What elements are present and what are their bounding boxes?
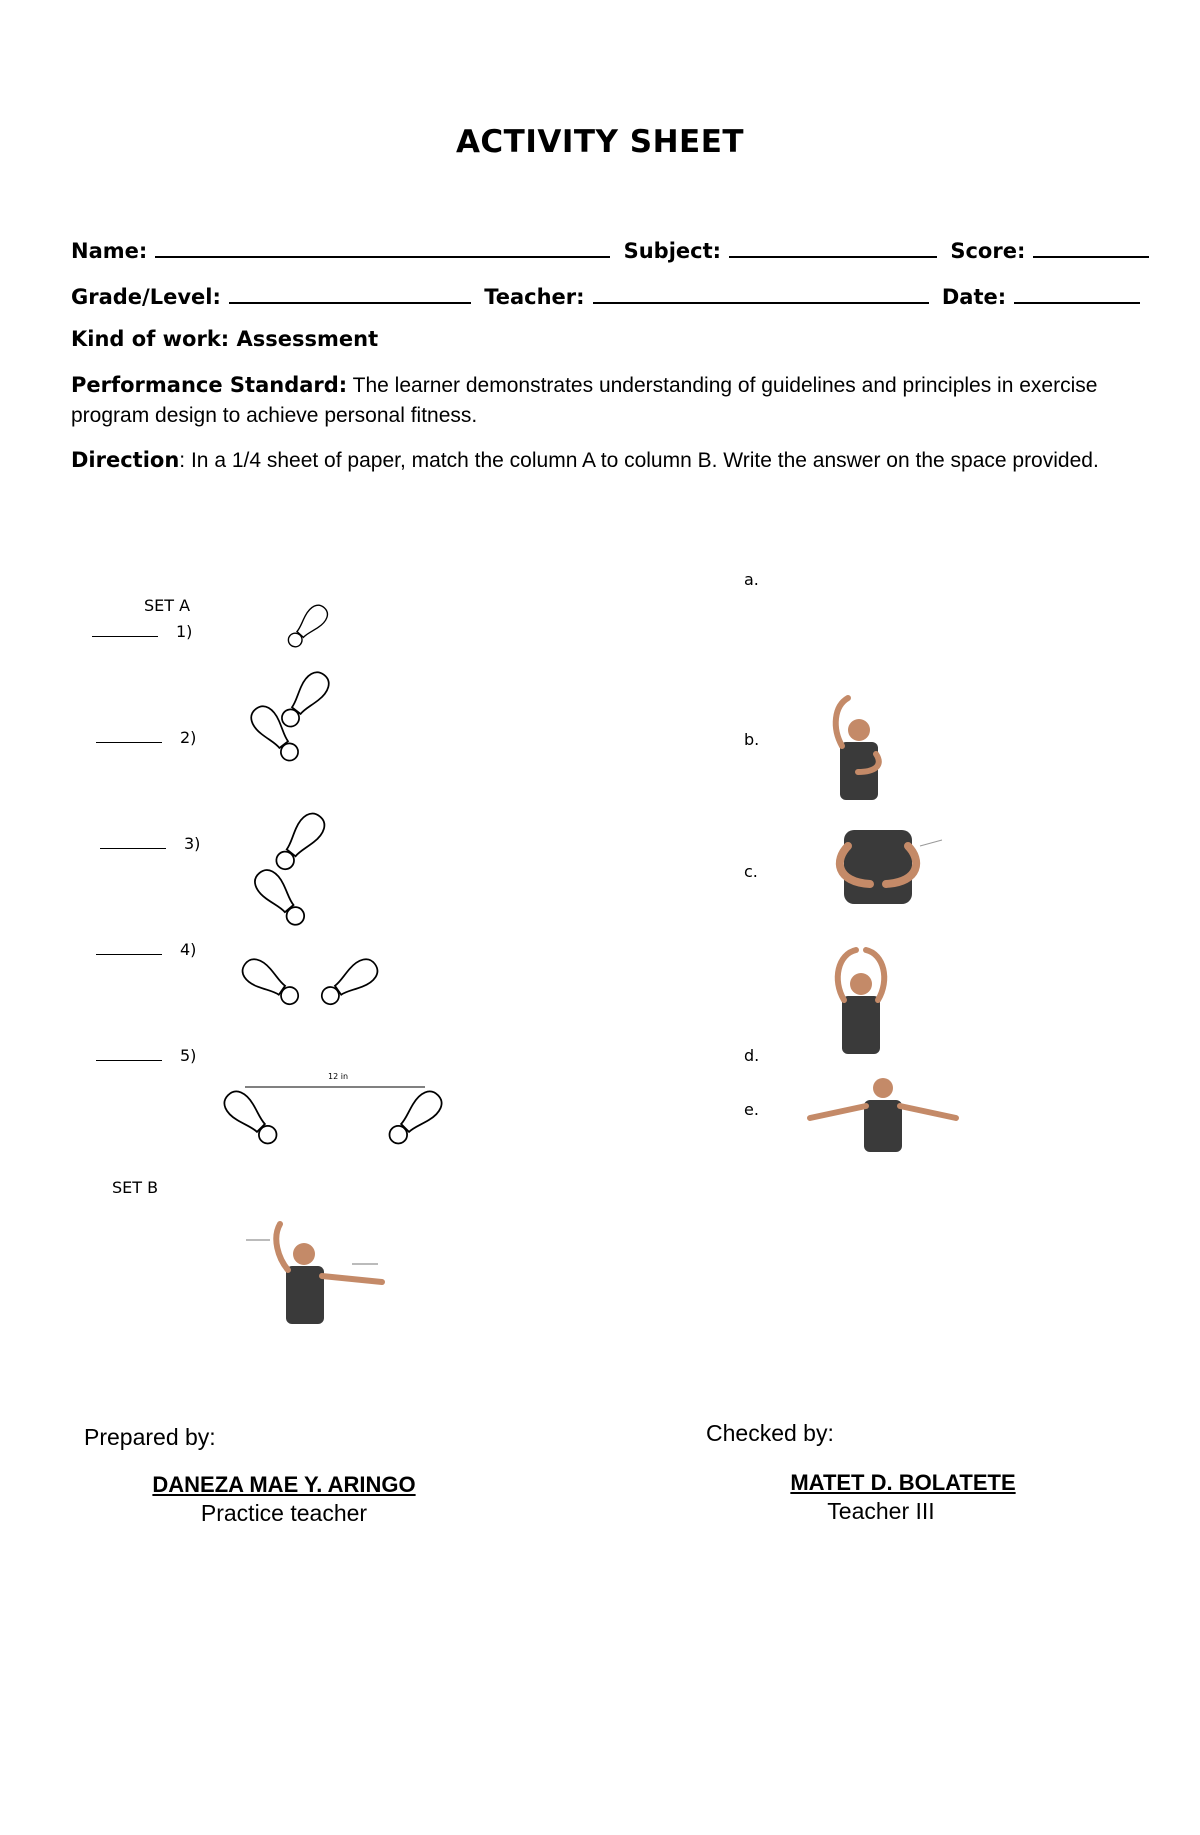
dancer-figure-icon [818, 692, 898, 802]
set-a-item-5: 5) [96, 1046, 196, 1065]
field-row-1 [71, 236, 1155, 263]
dancer-figure-icon [820, 826, 950, 906]
dancer-figure-icon [240, 1218, 390, 1328]
footprint-icon [235, 662, 350, 770]
choice-b-label: b. [744, 730, 760, 749]
answer-blank[interactable] [96, 940, 162, 955]
set-b-label: SET B [112, 1178, 159, 1197]
answer-blank[interactable] [92, 622, 158, 637]
set-a-item-2: 2) [96, 728, 196, 747]
performance-standard-label: Performance Standard: [71, 373, 348, 397]
direction-text: : In a 1/4 sheet of paper, match the column A to column B. Write the answer on the space provided. [179, 449, 1099, 472]
footprint-icon [240, 808, 340, 938]
checked-by-name: MATET D. BOLATETE [790, 1470, 1016, 1495]
choice-e-label: e. [744, 1100, 759, 1119]
page-title: ACTIVITY SHEET [455, 124, 745, 160]
set-a-item-3: 3) [100, 834, 200, 853]
direction-label: Direction [71, 448, 180, 472]
subject-field[interactable] [729, 236, 937, 258]
checked-by-label: Checked by: [706, 1420, 834, 1446]
dancer-figure-icon [822, 944, 902, 1056]
set-a-label: SET A [144, 596, 191, 615]
field-row-2 [71, 282, 1146, 309]
name-field[interactable] [155, 236, 610, 258]
checked-by-role: Teacher III [827, 1498, 935, 1524]
teacher-label: Teacher: [484, 285, 585, 309]
grade-field[interactable] [229, 282, 471, 304]
answer-blank[interactable] [96, 1046, 162, 1061]
prepared-by-block [143, 1472, 425, 1527]
footprint-icon [235, 950, 385, 1022]
checked-by-block [776, 1470, 1030, 1525]
name-label: Name: [71, 239, 148, 263]
prepared-by-role: Practice teacher [200, 1500, 368, 1526]
grade-label: Grade/Level: [71, 285, 221, 309]
score-label: Score: [950, 239, 1026, 263]
teacher-field[interactable] [593, 282, 929, 304]
subject-label: Subject: [623, 239, 722, 263]
footprint-icon [270, 596, 340, 656]
date-label: Date: [941, 285, 1007, 309]
score-field[interactable] [1033, 236, 1149, 258]
date-field[interactable] [1014, 282, 1140, 304]
measure-label: 12 in [328, 1072, 349, 1081]
answer-blank[interactable] [96, 728, 162, 743]
choice-c-label: c. [744, 862, 758, 881]
choice-d-label: d. [744, 1046, 760, 1065]
set-a-item-4: 4) [96, 940, 196, 959]
kind-of-work: Kind of work: Assessment [71, 327, 379, 351]
prepared-by-label: Prepared by: [84, 1424, 216, 1450]
performance-standard [71, 370, 1131, 431]
dancer-figure-icon [806, 1076, 960, 1156]
direction [71, 445, 1131, 476]
performance-standard-text: The learner demonstrates understanding of guidelines and principles in exercise program design to achieve personal fitness. [71, 374, 1098, 427]
set-a-item-1: 1) [92, 622, 192, 641]
answer-blank[interactable] [100, 834, 166, 849]
choice-a-label: a. [744, 570, 759, 589]
prepared-by-name: DANEZA MAE Y. ARINGO [152, 1472, 416, 1497]
